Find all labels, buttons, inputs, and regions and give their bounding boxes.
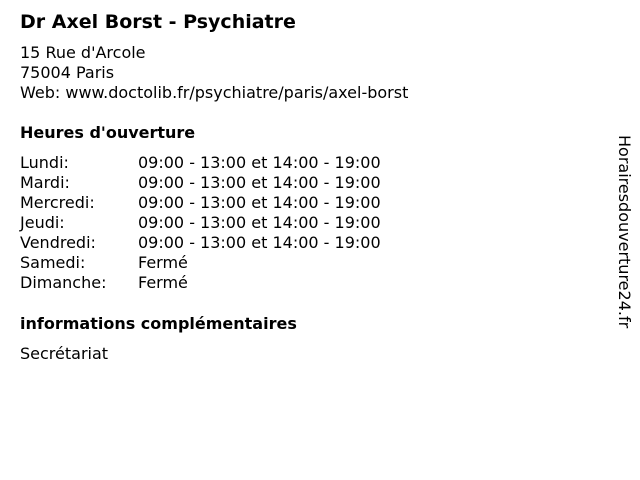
hours-row-friday [20, 233, 381, 253]
opening-hours-list [20, 153, 381, 293]
hours-row-saturday [20, 253, 381, 273]
additional-info-text: Secrétariat [20, 344, 109, 363]
day-label: Mardi: [20, 173, 70, 192]
hours-row-tuesday [20, 173, 381, 193]
day-label: Vendredi: [20, 233, 96, 252]
time-value: Fermé [138, 253, 188, 272]
page-title: Dr Axel Borst - Psychiatre [20, 11, 296, 33]
day-label: Jeudi: [20, 213, 65, 232]
site-watermark: Horairesdouverture24.fr [615, 135, 634, 329]
additional-info-heading: informations complémentaires [20, 314, 297, 333]
time-value: 09:00 - 13:00 et 14:00 - 19:00 [138, 173, 381, 192]
street-address: 15 Rue d'Arcole [20, 43, 146, 62]
time-value: 09:00 - 13:00 et 14:00 - 19:00 [138, 193, 381, 212]
hours-row-wednesday [20, 193, 381, 213]
day-label: Samedi: [20, 253, 86, 272]
day-label: Dimanche: [20, 273, 107, 292]
time-value: 09:00 - 13:00 et 14:00 - 19:00 [138, 213, 381, 232]
city-address: 75004 Paris [20, 63, 115, 82]
day-label: Mercredi: [20, 193, 95, 212]
address-block [20, 43, 408, 103]
time-value: 09:00 - 13:00 et 14:00 - 19:00 [138, 153, 381, 172]
hours-row-sunday [20, 273, 381, 293]
time-value: 09:00 - 13:00 et 14:00 - 19:00 [138, 233, 381, 252]
hours-row-thursday [20, 213, 381, 233]
day-label: Lundi: [20, 153, 69, 172]
website-line: Web: www.doctolib.fr/psychiatre/paris/axel-borst [20, 83, 409, 102]
opening-hours-heading: Heures d'ouverture [20, 123, 196, 142]
hours-row-monday [20, 153, 381, 173]
time-value: Fermé [138, 273, 188, 292]
